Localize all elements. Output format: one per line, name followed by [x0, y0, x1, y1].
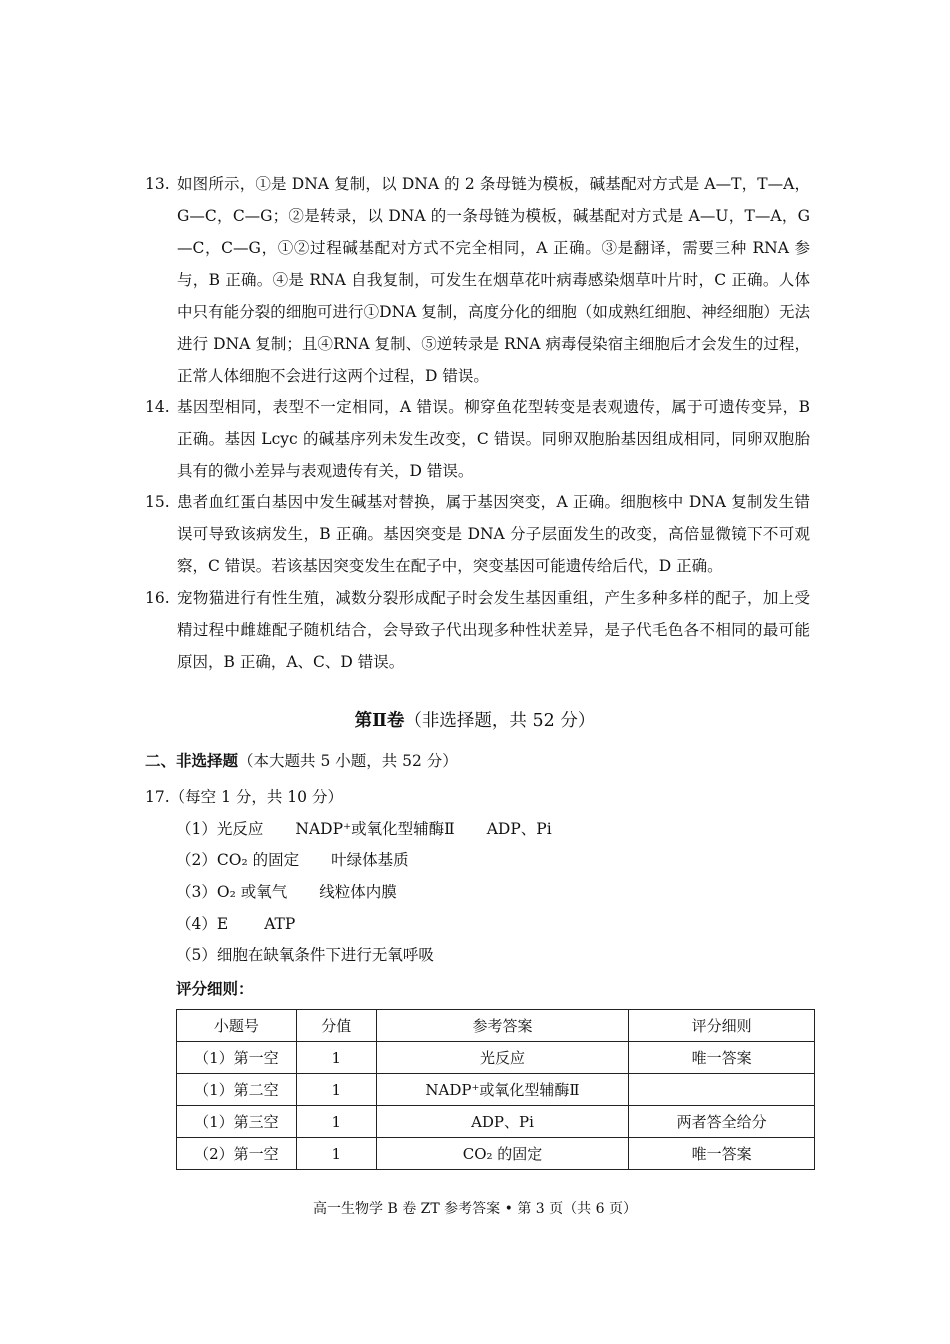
- answer-17-line-3: [176, 878, 397, 906]
- answer-b: 叶绿体基质: [331, 851, 409, 869]
- table-cell: 唯一答案: [629, 1138, 815, 1170]
- question-number: 15.: [145, 493, 170, 511]
- table-row: [177, 1074, 815, 1106]
- scoring-rules-label: 评分细则：: [176, 979, 254, 998]
- answer-a: 光反应: [216, 820, 264, 838]
- part2-title: [0, 707, 950, 735]
- table-cell: CO₂ 的固定: [376, 1138, 629, 1170]
- line-index: （4）: [176, 915, 217, 933]
- table-cell: 两者答全给分: [629, 1106, 815, 1138]
- table-cell: （2）第一空: [177, 1138, 297, 1170]
- table-cell: 光反应: [376, 1042, 629, 1074]
- table-cell: 唯一答案: [629, 1042, 815, 1074]
- question-explanation: 如图所示，①是 DNA 复制，以 DNA 的 2 条母链为模板，碱基配对方式是 A—T，T—A，G—C，C—G；②是转录，以 DNA 的一条母链为模板，碱基配对方式是 A—U，T—A，G—C，C—G，①②过程碱基配对方式不完全相同，A 正确。③是翻译，需要三种 RNA 参与，B 正确。④是 RNA 自我复制，可发生在烟草花叶病毒感染烟草叶片时，C 正确。人体中只有能分裂的细胞可进行①DNA 复制，高度分化的细胞（如成熟红细胞、神经细胞）无法进行 DNA 复制；且④RNA 复制、⑤逆转录是 RNA 病毒侵染宿主细胞后才会发生的过程，正常人体细胞不会进行这两个过程，D 错误。: [177, 175, 810, 385]
- question-explanation: 宠物猫进行有性生殖，减数分裂形成配子时会发生基因重组，产生多种多样的配子，加上受精过程中雌雄配子随机结合，会导致子代出现多种性状差异，是子代毛色各不相同的最可能原因，B 正确，A、C、D 错误。: [177, 589, 810, 671]
- answer-b: ATP: [264, 915, 296, 933]
- table-header-cell: 小题号: [177, 1010, 297, 1042]
- question-explanation: 基因型相同，表型不一定相同，A 错误。柳穿鱼花型转变是表观遗传，属于可遗传变异，B 正确。基因 Lcyc 的碱基序列未发生改变，C 错误。同卵双胞胎基因组成相同，同卵双胞胎具有的微小差异与表观遗传有关，D 错误。: [177, 398, 810, 480]
- question-number: 16.: [145, 589, 170, 607]
- section-heading-main: 二、非选择题: [145, 751, 239, 770]
- page-footer: 高一生物学 B 卷 ZT 参考答案 • 第 3 页（共 6 页）: [313, 1201, 637, 1217]
- table-cell: 1: [296, 1042, 376, 1074]
- table-row: [177, 1106, 815, 1138]
- table-cell: （1）第一空: [177, 1042, 297, 1074]
- part2-title-main: 第Ⅱ卷: [354, 711, 405, 731]
- answer-15: [145, 486, 810, 582]
- line-index: （2）: [176, 851, 217, 869]
- table-cell: ADP、Pi: [376, 1106, 629, 1138]
- table-cell: 1: [296, 1106, 376, 1138]
- answer-17-line-4: [176, 910, 295, 938]
- line-index: （5）: [176, 946, 217, 964]
- answer-13: [145, 168, 810, 392]
- table-header-cell: 分值: [296, 1010, 376, 1042]
- table-row: [177, 1042, 815, 1074]
- table-cell: NADP⁺或氧化型辅酶Ⅱ: [376, 1074, 629, 1106]
- table-header-cell: 评分细则: [629, 1010, 815, 1042]
- question-number: 13.: [145, 175, 170, 193]
- table-cell: （1）第二空: [177, 1074, 297, 1106]
- table-cell: [629, 1074, 815, 1106]
- section-heading: [145, 747, 458, 775]
- answer-b: NADP⁺或氧化型辅酶Ⅱ: [295, 820, 455, 838]
- line-index: （1）: [176, 820, 217, 838]
- answer-a: 细胞在缺氧条件下进行无氧呼吸: [216, 946, 434, 964]
- table-cell: 1: [296, 1074, 376, 1106]
- scoring-table: [176, 1009, 815, 1170]
- table-header-cell: 参考答案: [376, 1010, 629, 1042]
- answer-c: ADP、Pi: [486, 820, 552, 838]
- line-index: （3）: [176, 883, 217, 901]
- answer-16: [145, 582, 810, 678]
- question-number: 14.: [145, 398, 170, 416]
- answer-b: 线粒体内膜: [319, 883, 397, 901]
- answer-a: O₂ 或氧气: [216, 883, 288, 901]
- question-explanation: 患者血红蛋白基因中发生碱基对替换，属于基因突变，A 正确。细胞核中 DNA 复制发生错误可导致该病发生，B 正确。基因突变是 DNA 分子层面发生的改变，高倍显微镜下不可观察，C 错误。若该基因突变发生在配子中，突变基因可能遗传给后代，D 正确。: [177, 493, 810, 575]
- table-cell: （1）第三空: [177, 1106, 297, 1138]
- table-cell: 1: [296, 1138, 376, 1170]
- answer-17-header: 17.（每空 1 分，共 10 分）: [145, 788, 343, 806]
- answer-17-line-1: [176, 815, 552, 843]
- answer-a: E: [216, 915, 229, 933]
- answer-a: CO₂ 的固定: [216, 851, 300, 869]
- table-header-row: [177, 1010, 815, 1042]
- table-row: [177, 1138, 815, 1170]
- answer-14: [145, 391, 810, 487]
- section-heading-note: （本大题共 5 小题，共 52 分）: [238, 752, 458, 770]
- answer-17-line-2: [176, 846, 409, 874]
- part2-title-sub: （非选择题，共 52 分）: [404, 711, 596, 731]
- answer-17-line-5: [176, 941, 434, 969]
